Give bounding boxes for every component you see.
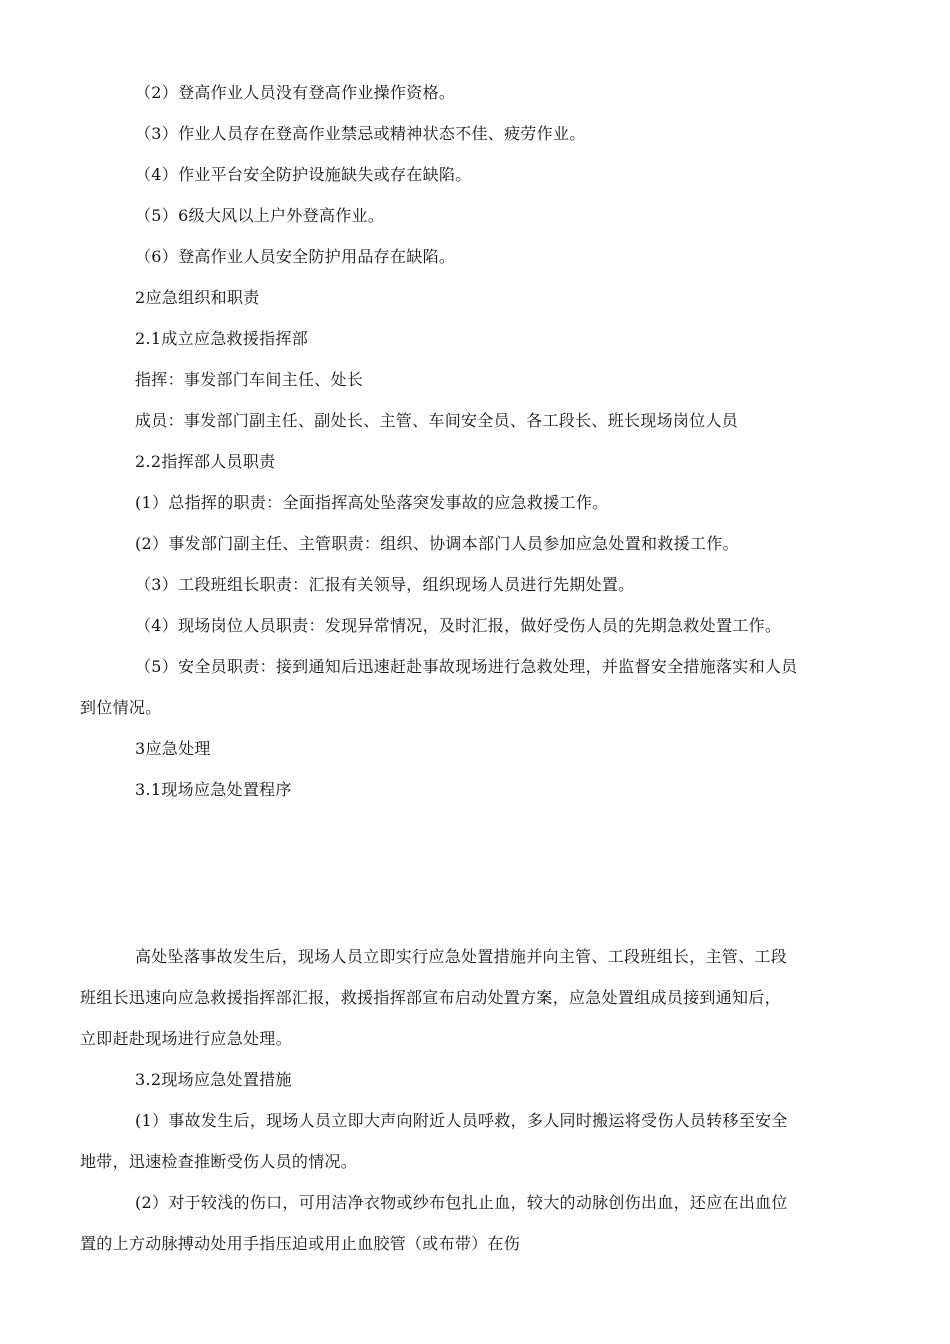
text-line-hazard-5: （5）6级大风以上户外登高作业。: [135, 206, 385, 225]
section-heading-3: 3应急处理: [135, 739, 211, 758]
text-line-procedure-3: 立即赶赴现场进行应急处理。: [80, 1029, 292, 1048]
text-line-duty-5-cont: 到位情况。: [80, 698, 162, 717]
section-heading-2-2: 2.2指挥部人员职责: [135, 452, 276, 471]
text-line-measure-2-cont: 置的上方动脉搏动处用手指压迫或用止血胶管（或布带）在伤: [80, 1234, 521, 1253]
text-line-duty-1: (1）总指挥的职责：全面指挥高处坠落突发事故的应急救援工作。: [135, 493, 609, 512]
section-heading-3-1: 3.1现场应急处置程序: [135, 780, 292, 799]
text-line-procedure-1: 高处坠落事故发生后，现场人员立即实行应急处置措施并向主管、工段班组长，主管、工段: [135, 947, 788, 966]
text-line-duty-2: (2）事发部门副主任、主管职责：组织、协调本部门人员参加应急处置和救援工作。: [135, 534, 739, 553]
text-line-hazard-2: （2）登高作业人员没有登高作业操作资格。: [135, 83, 456, 102]
text-line-hazard-3: （3）作业人员存在登高作业禁忌或精神状态不佳、疲劳作业。: [135, 124, 586, 143]
text-line-duty-3: （3）工段班组长职责：汇报有关领导，组织现场人员进行先期处置。: [135, 575, 635, 594]
text-line-measure-2: (2）对于较浅的伤口，可用洁净衣物或纱布包扎止血，较大的动脉创伤出血，还应在出血位: [135, 1193, 788, 1212]
text-line-hazard-4: （4）作业平台安全防护设施缺失或存在缺陷。: [135, 165, 472, 184]
text-line-measure-1: (1）事故发生后，现场人员立即大声向附近人员呼救，多人同时搬运将受伤人员转移至安全: [135, 1111, 788, 1130]
section-heading-2: 2应急组织和职责: [135, 288, 260, 307]
text-line-procedure-2: 班组长迅速向应急救援指挥部汇报，救援指挥部宣布启动处置方案，应急处置组成员接到通知后，: [80, 988, 781, 1007]
text-line-measure-1-cont: 地带，迅速检查推断受伤人员的情况。: [80, 1152, 358, 1171]
text-line-duty-5: （5）安全员职责：接到通知后迅速赶赴事故现场进行急救处理，并监督安全措施落实和人员: [135, 657, 798, 676]
text-line-commander: 指挥：事发部门车间主任、处长: [135, 370, 364, 389]
section-heading-2-1: 2.1成立应急救援指挥部: [135, 329, 309, 348]
text-line-hazard-6: （6）登高作业人员安全防护用品存在缺陷。: [135, 247, 456, 266]
text-line-members: 成员：事发部门副主任、副处长、主管、车间安全员、各工段长、班长现场岗位人员: [135, 411, 739, 430]
text-line-duty-4: （4）现场岗位人员职责：发现异常情况，及时汇报，做好受伤人员的先期急救处置工作。: [135, 616, 782, 635]
section-heading-3-2: 3.2现场应急处置措施: [135, 1070, 292, 1089]
